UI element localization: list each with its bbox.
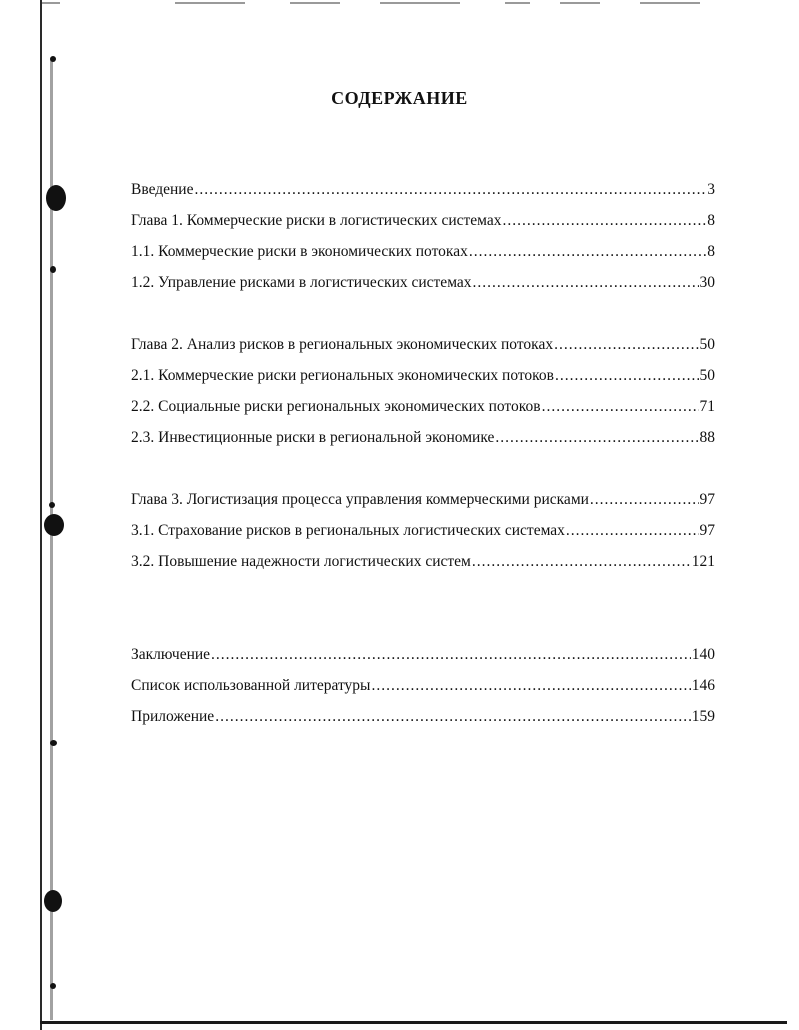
scan-edge-top (380, 2, 460, 4)
binder-hole (44, 890, 62, 912)
toc-entry-intro[interactable] (131, 181, 715, 212)
dot-leader (469, 243, 706, 261)
spacer (131, 305, 715, 336)
toc-entry-label: Введение (131, 181, 194, 198)
toc-entry-chapter-1[interactable] (131, 212, 715, 243)
page-title: СОДЕРЖАНИЕ (331, 88, 468, 108)
toc-entry-label: 2.2. Социальные риски региональных экономических потоков (131, 398, 541, 415)
toc-entry-conclusion[interactable] (131, 646, 715, 677)
scan-edge-top (40, 2, 60, 4)
table-of-contents (131, 181, 715, 739)
toc-entry-section-1-2[interactable] (131, 274, 715, 305)
dot-leader (555, 367, 699, 385)
toc-entry-page: 97 (699, 522, 715, 539)
toc-entry-label: Глава 1. Коммерческие риски в логистических системах (131, 212, 502, 229)
toc-entry-page: 71 (699, 398, 715, 415)
toc-entry-label: 2.3. Инвестиционные риски в региональной экономике (131, 429, 495, 446)
dot-leader (472, 553, 691, 571)
toc-entry-label: Список использованной литературы (131, 677, 371, 694)
dot-leader (566, 522, 699, 540)
toc-entry-page: 50 (699, 367, 715, 384)
toc-entry-label: 3.2. Повышение надежности логистических систем (131, 553, 471, 570)
dot-leader (542, 398, 699, 416)
toc-entry-label: 1.1. Коммерческие риски в экономических потоках (131, 243, 468, 260)
toc-entry-label: Приложение (131, 708, 215, 725)
dot-leader (503, 212, 707, 230)
toc-entry-page: 8 (707, 212, 715, 229)
scan-edge-top (290, 2, 340, 4)
dot-leader (215, 708, 691, 726)
toc-entry-page: 88 (699, 429, 715, 446)
toc-entry-references[interactable] (131, 677, 715, 708)
scan-edge-top (560, 2, 600, 4)
toc-entry-section-2-2[interactable] (131, 398, 715, 429)
toc-entry-label: 2.1. Коммерческие риски региональных экономических потоков (131, 367, 554, 384)
toc-entry-label: Глава 2. Анализ рисков в региональных экономических потоках (131, 336, 554, 353)
toc-entry-section-2-3[interactable] (131, 429, 715, 460)
scan-edge-top (175, 2, 245, 4)
binder-hole (50, 740, 57, 746)
spacer (131, 460, 715, 491)
dot-leader (495, 429, 698, 447)
toc-entry-page: 97 (699, 491, 715, 508)
toc-entry-page: 3 (707, 181, 715, 198)
dot-leader (194, 181, 706, 199)
toc-entry-label: 3.1. Страхование рисков в региональных логистических системах (131, 522, 565, 539)
binder-hole (46, 185, 66, 211)
dot-leader (211, 646, 691, 664)
toc-entry-section-1-1[interactable] (131, 243, 715, 274)
toc-entry-label: Заключение (131, 646, 211, 663)
toc-entry-page: 50 (699, 336, 715, 353)
toc-entry-label: Глава 3. Логистизация процесса управления коммерческими рисками (131, 491, 589, 508)
binder-hole (50, 56, 56, 62)
scan-edge-top (505, 2, 530, 4)
dot-leader (473, 274, 699, 292)
dot-leader (554, 336, 698, 354)
toc-entry-chapter-3[interactable] (131, 491, 715, 522)
binder-hole (50, 983, 56, 989)
toc-entry-section-3-1[interactable] (131, 522, 715, 553)
dot-leader (371, 677, 690, 695)
toc-entry-page: 146 (691, 677, 715, 694)
scan-edge-left (40, 0, 42, 1030)
toc-entry-page: 8 (707, 243, 715, 260)
toc-entry-section-2-1[interactable] (131, 367, 715, 398)
toc-entry-page: 121 (691, 553, 715, 570)
scan-edge-bottom (40, 1021, 787, 1024)
binder-hole (44, 514, 64, 536)
toc-entry-appendix[interactable] (131, 708, 715, 739)
toc-entry-section-3-2[interactable] (131, 553, 715, 584)
binder-hole (49, 502, 55, 508)
scan-edge-top (640, 2, 700, 4)
toc-entry-page: 159 (691, 708, 715, 725)
toc-entry-label: 1.2. Управление рисками в логистических системах (131, 274, 472, 291)
dot-leader (590, 491, 699, 509)
toc-entry-page: 30 (699, 274, 715, 291)
toc-entry-chapter-2[interactable] (131, 336, 715, 367)
binder-hole (50, 266, 56, 273)
spacer (131, 584, 715, 646)
toc-entry-page: 140 (691, 646, 715, 663)
